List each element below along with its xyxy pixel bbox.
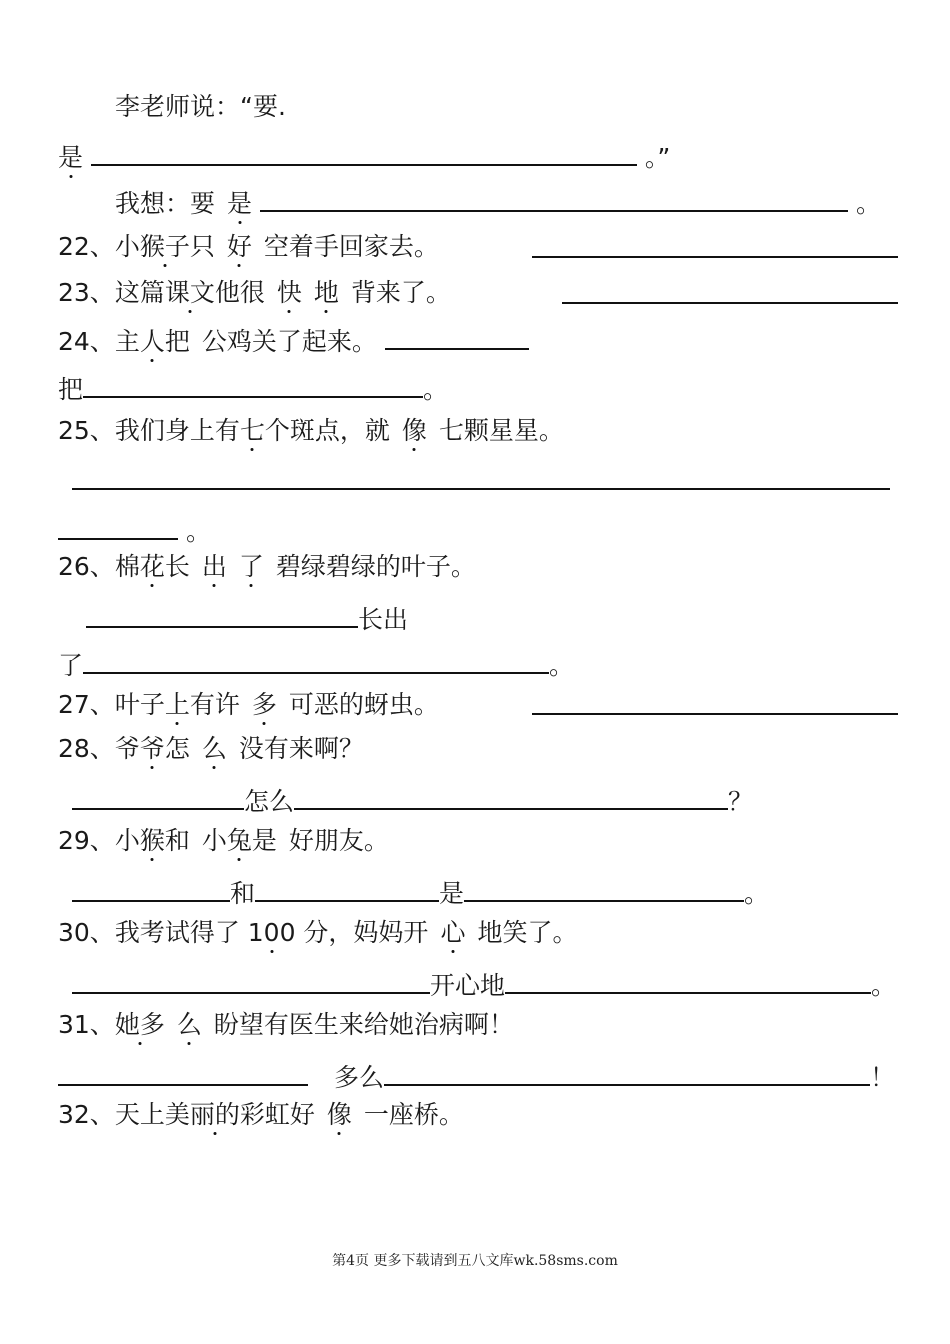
question-31-answer xyxy=(58,1060,895,1093)
question-number: 29、 xyxy=(58,826,115,855)
text: 盼望有医生来给她治病啊！ xyxy=(213,1010,514,1039)
text: 这篇课文他很 xyxy=(114,278,265,307)
text: 是 xyxy=(58,143,84,172)
text: 么 xyxy=(201,734,227,763)
question-number: 31、 xyxy=(58,1010,115,1039)
text: 公鸡关了起来。 xyxy=(201,327,377,356)
answer-blank[interactable] xyxy=(505,968,871,994)
answer-blank[interactable] xyxy=(91,140,637,166)
answer-blank[interactable] xyxy=(260,186,848,212)
text: 叶子上有许 xyxy=(114,690,240,719)
question-number: 23、 xyxy=(58,278,115,307)
answer-blank[interactable] xyxy=(255,876,439,902)
question-26-answer-b xyxy=(58,648,574,681)
answer-blank[interactable] xyxy=(72,968,430,994)
text: 主人把 xyxy=(114,327,190,356)
text: 我考试得了 100 分，妈妈开 xyxy=(114,918,429,947)
text: 我们身上有七个斑点，就 xyxy=(114,416,390,445)
question-29 xyxy=(58,826,389,856)
text: 小兔是 xyxy=(201,826,277,855)
text: 我想：要 xyxy=(115,189,216,218)
text: 多 xyxy=(251,690,277,719)
question-number: 24、 xyxy=(58,327,115,356)
text: 小猴子只 xyxy=(114,232,215,261)
text: 碧绿碧绿的叶子。 xyxy=(275,552,476,581)
text: 开心地 xyxy=(430,971,506,1000)
text: 空着手回家去。 xyxy=(263,232,439,261)
answer-blank[interactable] xyxy=(83,372,423,398)
question-number: 32、 xyxy=(58,1100,115,1129)
text: 。 xyxy=(423,375,449,404)
answer-blank[interactable] xyxy=(532,256,898,258)
answer-blank[interactable] xyxy=(384,1060,870,1086)
question-number: 22、 xyxy=(58,232,115,261)
text: ？ xyxy=(728,787,754,816)
line-teacher-said xyxy=(115,92,286,122)
text: 李老师说：“要 xyxy=(115,92,278,121)
line-i-think xyxy=(115,186,881,219)
question-30-answer xyxy=(72,968,896,1001)
line-answer-1 xyxy=(58,140,670,173)
text: 。 xyxy=(855,189,881,218)
question-26 xyxy=(58,552,476,582)
text: 是 xyxy=(227,189,253,218)
answer-blank[interactable] xyxy=(86,602,358,628)
text: 。 xyxy=(871,971,897,1000)
answer-blank[interactable] xyxy=(58,1060,308,1086)
answer-blank[interactable] xyxy=(562,302,898,304)
text: 长出 xyxy=(358,605,409,634)
question-number: 30、 xyxy=(58,918,115,947)
text: 没有来啊？ xyxy=(238,734,364,763)
answer-blank[interactable] xyxy=(532,713,898,715)
text: 爷爷怎 xyxy=(114,734,190,763)
question-25-answer xyxy=(58,514,211,547)
question-27 xyxy=(58,690,439,720)
question-number: 25、 xyxy=(58,416,115,445)
text: ！ xyxy=(870,1063,896,1092)
text: 背来了。 xyxy=(350,278,451,307)
text: 好 xyxy=(226,232,252,261)
answer-blank[interactable] xyxy=(385,324,529,350)
text: 。” xyxy=(644,143,671,172)
text: 地 xyxy=(313,278,339,307)
answer-blank[interactable] xyxy=(72,876,230,902)
page-footer: 第4页 更多下载请到五八文库wk.58sms.com xyxy=(332,1253,618,1269)
dot-mark: . xyxy=(277,92,286,121)
text: 。 xyxy=(744,879,770,908)
text: 心 xyxy=(440,918,466,947)
answer-blank[interactable] xyxy=(58,514,178,540)
text: 她多 xyxy=(114,1010,165,1039)
question-29-answer xyxy=(72,876,769,909)
text: 天上美丽的彩虹好 xyxy=(114,1100,315,1129)
answer-blank[interactable] xyxy=(294,784,728,810)
question-26-answer-a xyxy=(86,602,408,635)
answer-blank[interactable] xyxy=(72,488,890,490)
text: 多么 xyxy=(334,1063,385,1092)
question-32 xyxy=(58,1100,464,1130)
text: 可恶的蚜虫。 xyxy=(288,690,439,719)
text: 么 xyxy=(176,1010,202,1039)
text: 怎么 xyxy=(244,787,295,816)
question-number: 28、 xyxy=(58,734,115,763)
text: 。 xyxy=(185,517,211,546)
question-31 xyxy=(58,1010,514,1040)
answer-blank[interactable] xyxy=(83,648,549,674)
answer-blank[interactable] xyxy=(72,784,244,810)
question-24-answer xyxy=(58,372,448,405)
text: 七颗星星。 xyxy=(438,416,564,445)
question-28 xyxy=(58,734,364,764)
text: 像 xyxy=(401,416,427,445)
question-number: 26、 xyxy=(58,552,115,581)
question-30 xyxy=(58,918,577,948)
text: 地笑了。 xyxy=(477,918,578,947)
text: 。 xyxy=(549,651,575,680)
question-22 xyxy=(58,232,439,262)
text: 小猴和 xyxy=(114,826,190,855)
text: 一座桥。 xyxy=(363,1100,464,1129)
question-25 xyxy=(58,416,564,446)
text: 棉花长 xyxy=(114,552,190,581)
question-24 xyxy=(58,324,529,357)
text: 和 xyxy=(230,879,256,908)
text: 了 xyxy=(58,651,84,680)
text: 是 xyxy=(439,879,465,908)
text: 快 xyxy=(276,278,302,307)
question-28-answer xyxy=(72,784,753,817)
text: 好朋友。 xyxy=(288,826,389,855)
text: 把 xyxy=(58,375,84,404)
text: 了 xyxy=(238,552,264,581)
question-number: 27、 xyxy=(58,690,115,719)
text: 出 xyxy=(201,552,227,581)
text: 像 xyxy=(326,1100,352,1129)
question-23 xyxy=(58,278,451,308)
answer-blank[interactable] xyxy=(464,876,744,902)
